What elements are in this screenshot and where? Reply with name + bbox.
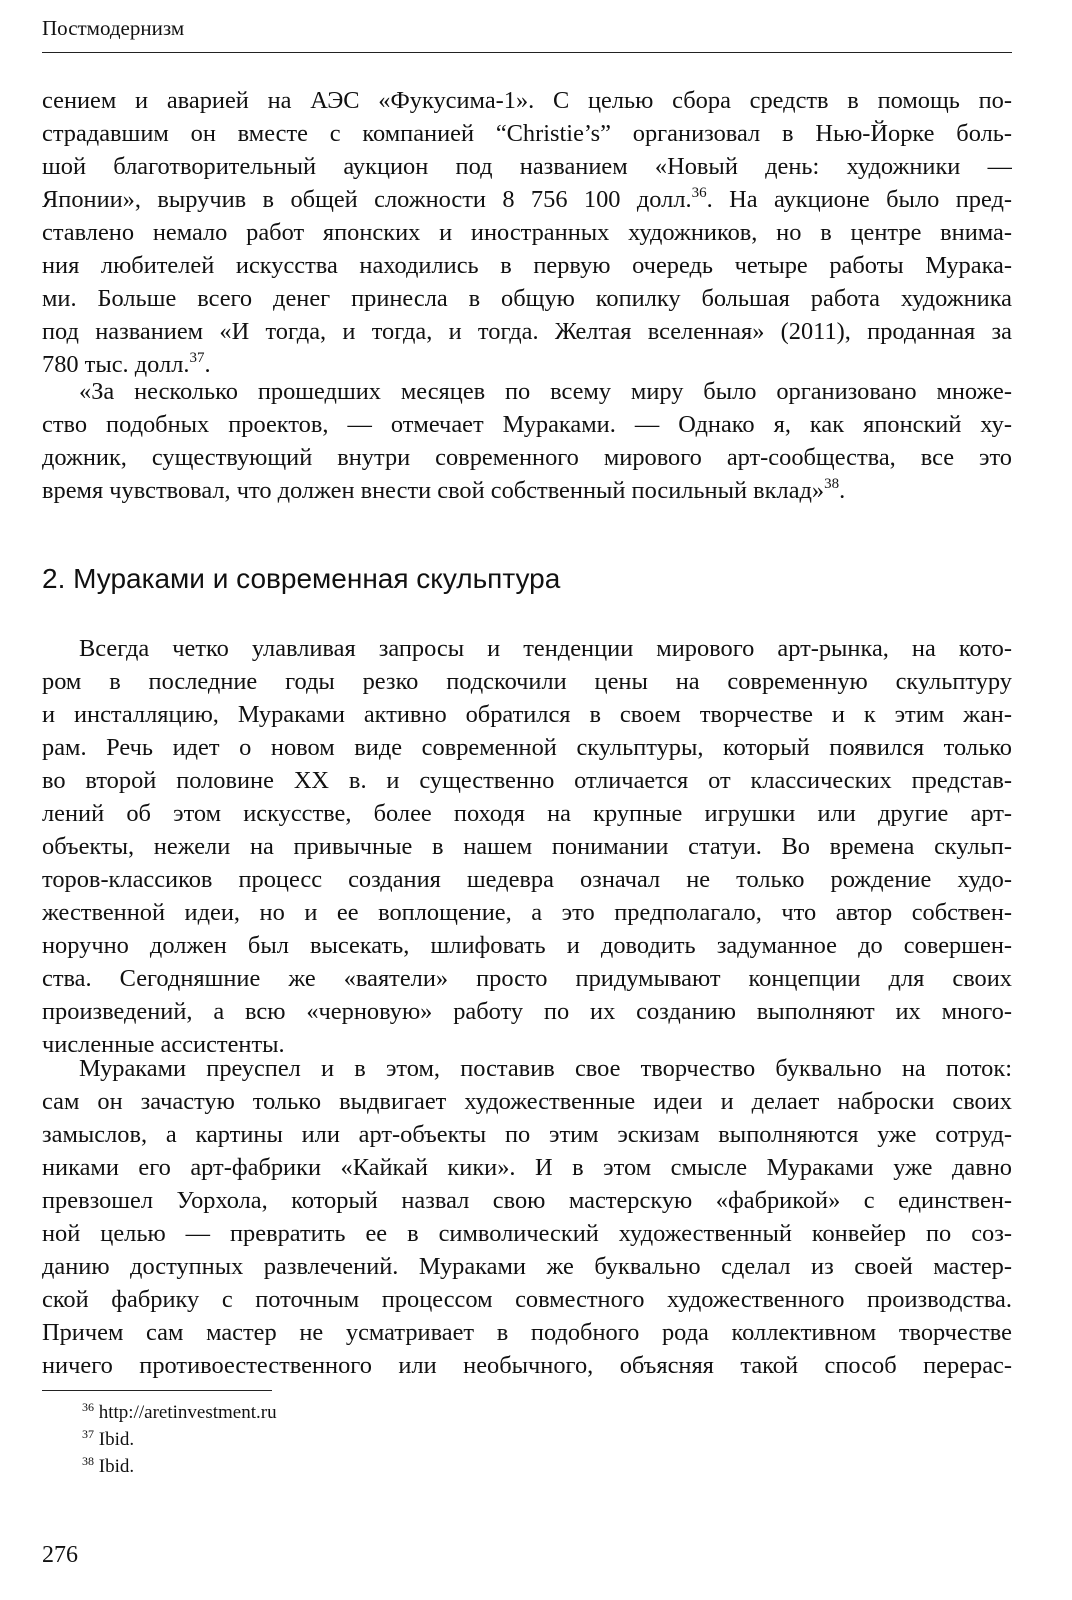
- footnote-ref-38[interactable]: 38: [824, 476, 840, 492]
- text-segment: время чувствовал, что должен внести свой собственный посильный вклад»: [42, 477, 825, 504]
- text-line: превзошел Уорхола, который назвал свою мастерскую «фабрикой» с единствен-: [42, 1187, 1012, 1214]
- text-line: данию доступных развлечений. Мураками же буквально сделал из своей мастер-: [42, 1253, 1012, 1280]
- text-line: ния любителей искусства находились в первую очередь четыре работы Мурака-: [42, 252, 1012, 279]
- text-line: сам он зачастую только выдвигает художественные идеи и делает наброски своих: [42, 1088, 1012, 1115]
- text-line: ство подобных проектов, — отмечает Мураками. — Однако я, как японский ху-: [42, 411, 1012, 438]
- footnote-number: 36: [82, 1400, 94, 1414]
- text-line: произведений, а всю «черновую» работу по их созданию выполняют их много-: [42, 998, 1012, 1025]
- page-number: 276: [42, 1542, 78, 1568]
- text-line: сением и аварией на АЭС «Фукусима-1». С целью сбора средств в помощь по-: [42, 87, 1012, 114]
- text-segment: Японии», выручив в общей сложности 8 756 100 долл.: [42, 186, 692, 213]
- text-line: и инсталляцию, Мураками активно обратился в своем творчестве и к этим жан-: [42, 701, 1012, 728]
- running-head: Постмодернизм: [42, 16, 185, 40]
- text-segment: .: [204, 351, 211, 378]
- text-line: ром в последние годы резко подскочили цены на современную скульптуру: [42, 668, 1012, 695]
- text-line: ской фабрику с поточным процессом совместного художественного производства.: [42, 1286, 1012, 1313]
- text-line: во второй половине XX в. и существенно отличается от классических представ-: [42, 767, 1012, 794]
- paragraph-4: [42, 1052, 1012, 1382]
- text-segment: .: [839, 477, 846, 504]
- text-line: страдавшим он вместе с компанией “Christie’s” организовал в Нью-Йорке боль-: [42, 120, 1012, 147]
- text-line: Мураками преуспел и в этом, поставив свое творчество буквально на поток:: [79, 1055, 1012, 1082]
- text-line: численные ассистенты.: [42, 1031, 285, 1058]
- text-line: торов-классиков процесс создания шедевра означал не только рождение худо-: [42, 866, 1012, 893]
- text-line: дожник, существующий внутри современного мирового арт-сообщества, все это: [42, 444, 1012, 471]
- text-line: рам. Речь идет о новом виде современной скульптуры, который появился только: [42, 734, 1012, 761]
- text-line: замыслов, а картины или арт-объекты по этим эскизам выполняются уже сотруд-: [42, 1121, 1012, 1148]
- text-line: объекты, нежели на привычные в нашем понимании статуи. Во времена скульп-: [42, 833, 1012, 860]
- footnotes: [82, 1399, 277, 1480]
- footnote-text: Ibid.: [98, 1456, 135, 1477]
- text-line: ничего противоестественного или необычного, объясняя такой способ перерас-: [42, 1352, 1012, 1379]
- text-line: норучно должен был высекать, шлифовать и доводить задуманное до совершен-: [42, 932, 1012, 959]
- text-line: шой благотворительный аукцион под названием «Новый день: художники —: [42, 153, 1012, 180]
- text-line: ставлено немало работ японских и иностранных художников, но в центре внима-: [42, 219, 1012, 246]
- text-line: ства. Сегодняшние же «ваятели» просто придумывают концепции для своих: [42, 965, 1012, 992]
- text-segment: . На аукционе было пред-: [706, 186, 1012, 213]
- text-line: «За несколько прошедших месяцев по всему миру было организовано множе-: [79, 378, 1012, 405]
- paragraph-2: [42, 375, 1012, 507]
- header-divider: [42, 52, 1012, 53]
- text-line: Причем сам мастер не усматривает в подобного рода коллективном творчестве: [42, 1319, 1012, 1346]
- text-line: под названием «И тогда, и тогда, и тогда. Желтая вселенная» (2011), проданная за: [42, 318, 1012, 345]
- footnote-36: [82, 1399, 277, 1426]
- footnote-divider: [42, 1390, 272, 1391]
- text-line: ной целью — превратить ее в символический художественный конвейер по соз-: [42, 1220, 1012, 1247]
- footnote-ref-36[interactable]: 36: [691, 185, 707, 201]
- footnote-link[interactable]: http://aretinvestment.ru: [98, 1402, 277, 1423]
- text-segment: 780 тыс. долл.: [42, 351, 190, 378]
- paragraph-3: [42, 632, 1012, 1061]
- text-line: [42, 183, 1012, 216]
- footnote-number: 37: [82, 1427, 94, 1441]
- paragraph-1: [42, 84, 1012, 381]
- text-line: лений об этом искусстве, более походя на крупные игрушки или другие арт-: [42, 800, 1012, 827]
- footnote-37: [82, 1426, 277, 1453]
- text-line: ми. Больше всего денег принесла в общую копилку большая работа художника: [42, 285, 1012, 312]
- footnote-38: [82, 1453, 277, 1480]
- text-line: жественной идеи, но и ее воплощение, а это предполагало, что автор собствен-: [42, 899, 1012, 926]
- section-heading: 2. Мураками и современная скульптура: [42, 563, 561, 594]
- footnote-text: Ibid.: [98, 1429, 135, 1450]
- footnote-number: 38: [82, 1454, 94, 1468]
- text-line: никами его арт-фабрики «Кайкай кики». И в этом смысле Мураками уже давно: [42, 1154, 1012, 1181]
- footnote-ref-37[interactable]: 37: [189, 350, 205, 366]
- text-line: Всегда четко улавливая запросы и тенденции мирового арт-рынка, на кото-: [79, 635, 1012, 662]
- text-line: [42, 474, 1012, 507]
